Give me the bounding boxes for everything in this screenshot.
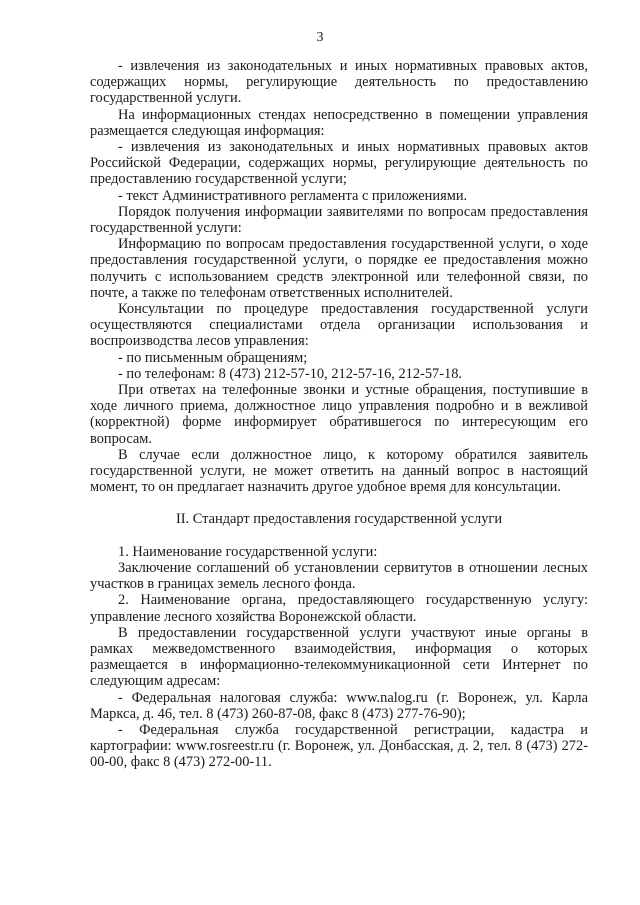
paragraph: На информационных стендах непосредственно в помещении управления размещается следующая информация: — [90, 106, 588, 139]
page-number: 3 — [316, 30, 324, 45]
paragraph: Заключение соглашений об установлении сервитутов в отношении лесных участков в границах земель лесного фонда. — [90, 559, 588, 593]
paragraph: При ответах на телефонные звонки и устные обращения, поступившие в ходе личного приема, должностное лицо управления подробно и в вежливой (корректной) форме информирует обратившегося по интересующим его вопросам. — [90, 382, 588, 447]
paragraph: - текст Административного регламента с приложениями. — [118, 187, 468, 204]
paragraph: - по письменным обращениям; — [118, 349, 308, 366]
paragraph: Информацию по вопросам предоставления государственной услуги, о ходе предоставления государственной услуги, о порядке ее предоставления можно получить с использованием средств электронной или телефонной связи, по почте, а также по телефонам ответственных исполнителей. — [90, 236, 588, 301]
paragraph: - Федеральная налоговая служба: www.nalog.ru (г. Воронеж, ул. Карла Маркса, д. 46, тел. 8 (473) 260-87-08, факс 8 (473) 277-76-90); — [90, 689, 588, 722]
document-body — [90, 58, 588, 771]
paragraph: 1. Наименование государственной услуги: — [118, 543, 378, 560]
paragraph: Порядок получения информации заявителями по вопросам предоставления государственной услуги: — [90, 203, 588, 237]
paragraph: - Федеральная служба государственной регистрации, кадастра и картографии: www.rosreestr.ru (г. Воронеж, ул. Донбасская, д. 2, тел. 8 (473) 272-00-00, факс 8 (473) 272-00-11. — [90, 721, 588, 771]
paragraph: - извлечения из законодательных и иных нормативных правовых актов, содержащих нормы, регулирующие деятельность по предоставлению государственной услуги. — [90, 58, 588, 107]
paragraph: 2. Наименование органа, предоставляющего государственную услугу: управление лесного хозяйства Воронежской области. — [90, 592, 588, 625]
paragraph: - по телефонам: 8 (473) 212-57-10, 212-57-16, 212-57-18. — [118, 365, 463, 382]
paragraph: В предоставлении государственной услуги участвуют иные органы в рамках межведомственного взаимодействия, информация о которых размещается в информационно-телекоммуникационной сети Интернет по следующим адресам: — [90, 624, 588, 690]
paragraph: - извлечения из законодательных и иных нормативных правовых актов Российской Федерации, содержащих нормы, регулирующие деятельность по предоставлению государственной услуги; — [90, 139, 588, 188]
section-heading: II. Стандарт предоставления государственной услуги — [175, 511, 503, 528]
paragraph: В случае если должностное лицо, к которому обратился заявитель государственной услуги, не может ответить на данный вопрос в настоящий момент, то он предлагает назначить другое удобное время для консультации. — [90, 446, 588, 496]
paragraph: Консультации по процедуре предоставления государственной услуги осуществляются специалистами отдела организации использования и воспроизводства лесов управления: — [90, 301, 588, 350]
